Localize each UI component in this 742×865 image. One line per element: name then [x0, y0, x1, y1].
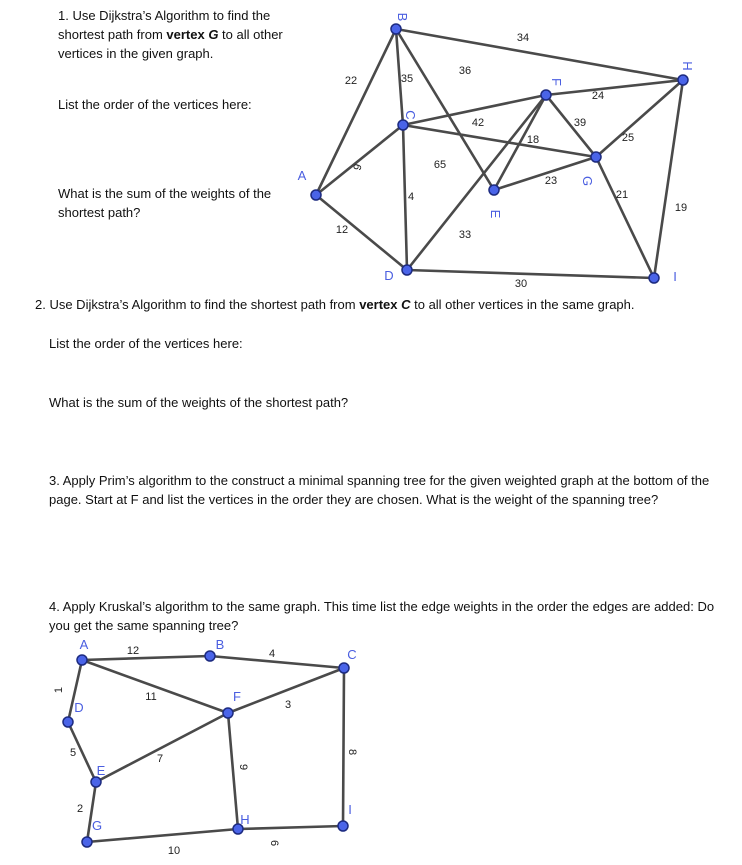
graph1-group — [298, 13, 695, 290]
graph2-vertex-F — [223, 708, 233, 718]
graph2-weight-E-F: 7 — [156, 753, 164, 765]
graph1-weight-C-D: 4 — [407, 191, 415, 203]
graph1-weight-G-H: 25 — [621, 132, 635, 144]
graph1-weight-F-G: 39 — [573, 117, 587, 129]
graph2-weight-A-D: 1 — [53, 686, 65, 694]
graph1-weight-A-C: 9 — [351, 162, 365, 172]
graph1-vertex-label-F: F — [549, 78, 564, 86]
graph1-weight-D-F: 33 — [458, 229, 472, 241]
graph2-vertex-E — [91, 777, 101, 787]
graph2-edge-E-G — [87, 782, 96, 842]
question-1-list-prompt: List the order of the vertices here: — [58, 97, 252, 112]
graph2-edge-A-F — [82, 660, 228, 713]
q1-bold-italic: G — [208, 27, 219, 42]
graph2-group — [53, 637, 358, 857]
graph1-weight-G-I: 21 — [615, 189, 629, 201]
graph1-vertex-E — [489, 185, 499, 195]
graph2-edge-H-I — [238, 826, 343, 829]
graph1-edge-F-H — [546, 80, 683, 95]
graph1-vertex-label-H: H — [680, 61, 695, 71]
graph2-vertex-label-H: H — [240, 812, 250, 827]
graph1-weight-E-G: 23 — [544, 175, 558, 187]
graph2-weight-G-H: 10 — [167, 845, 181, 857]
graph2-vertex-label-B: B — [215, 637, 225, 652]
question-1-sum-prompt: What is the sum of the weights of the shortest path? — [58, 186, 272, 220]
graph1-edge-B-H — [396, 29, 683, 80]
graph1-weight-C-G: 65 — [433, 159, 447, 171]
graph2-weight-B-C: 4 — [268, 648, 276, 660]
question-2-list-prompt: List the order of the vertices here: — [49, 336, 243, 351]
graph2-weight-F-H: 9 — [237, 763, 249, 771]
graph2-vertex-label-G: G — [91, 818, 103, 833]
graph1-vertex-label-G: G — [580, 175, 595, 187]
graph1-weight-B-C: 35 — [400, 73, 414, 85]
graph2-vertex-label-A: A — [79, 637, 89, 652]
graph1-edge-D-I — [407, 270, 654, 278]
q2-suffix: to all other vertices in the same graph. — [410, 297, 635, 312]
graph1-edge-H-I — [654, 80, 683, 278]
graph2-vertex-B — [205, 651, 215, 661]
graph1-weight-D-I: 30 — [514, 278, 528, 290]
graph1-weight-B-E: 36 — [458, 65, 472, 77]
graph2-edge-C-I — [343, 668, 344, 826]
graph2-edge-F-H — [228, 713, 238, 829]
graph1-vertex-label-E: E — [488, 209, 503, 219]
graph1-vertex-label-A: A — [297, 168, 307, 183]
graph1-weight-B-H: 34 — [516, 32, 530, 44]
q1-prefix: 1. Use Dijkstra’s Algorithm to find the shortest path from — [58, 8, 271, 42]
graph2-vertex-I — [338, 821, 348, 831]
graph1-vertex-label-D: D — [384, 268, 394, 283]
graph1-edge-A-C — [316, 125, 403, 195]
graph2-weight-A-B: 12 — [126, 645, 140, 657]
graph1-vertex-I — [649, 273, 659, 283]
graph2-vertex-label-C: C — [347, 647, 357, 662]
q2-bold-italic: C — [401, 297, 411, 312]
graph1-edge-G-I — [596, 157, 654, 278]
q1-suffix: to all other vertices in the given graph. — [58, 27, 283, 61]
graph2-weight-E-G: 2 — [76, 803, 84, 815]
graph1-edge-F-G — [546, 95, 596, 157]
graph1-vertex-D — [402, 265, 412, 275]
graph2-weight-D-E: 5 — [69, 747, 77, 759]
graph2-edge-B-C — [210, 656, 344, 668]
graph2-weight-C-I: 8 — [346, 748, 358, 756]
graph1-vertex-A — [311, 190, 321, 200]
graph1-vertex-C — [398, 120, 408, 130]
graph1-vertex-G — [591, 152, 601, 162]
graph1-vertex-B — [391, 24, 401, 34]
graph1-weight-E-F: 18 — [526, 134, 540, 146]
question-2-sum-prompt: What is the sum of the weights of the shortest path? — [49, 395, 349, 410]
q1-bold: vertex — [166, 27, 209, 42]
graph2-vertex-C — [339, 663, 349, 673]
graph2-edge-A-B — [82, 656, 210, 660]
graph2-weight-C-F: 3 — [284, 699, 292, 711]
graph2-vertex-label-D: D — [74, 700, 84, 715]
graph2-edge-E-F — [96, 713, 228, 782]
graph1-edge-C-D — [403, 125, 407, 270]
graph2-vertex-label-I: I — [348, 802, 352, 817]
graph1-vertex-label-I: I — [673, 269, 677, 284]
graph1-weight-H-I: 19 — [674, 202, 688, 214]
graph2-vertex-A — [77, 655, 87, 665]
graph2-vertex-label-F: F — [233, 689, 241, 704]
graph2-vertex-D — [63, 717, 73, 727]
graph1-edge-A-D — [316, 195, 407, 270]
graph1-vertex-label-C: C — [403, 110, 418, 120]
graph1-vertex-H — [678, 75, 688, 85]
graph1-weight-C-F: 42 — [471, 117, 485, 129]
graph1-weight-F-H: 24 — [591, 90, 605, 102]
q2-prefix: 2. Use Dijkstra’s Algorithm to find the shortest path from — [35, 297, 360, 312]
graph2-vertex-label-E: E — [96, 763, 106, 778]
graph1-vertex-F — [541, 90, 551, 100]
graph2-edge-G-H — [87, 829, 238, 842]
graph1-weight-A-B: 22 — [344, 75, 358, 87]
graph2-vertex-G — [82, 837, 92, 847]
graph1-edge-G-H — [596, 80, 683, 157]
graph1-weight-A-D: 12 — [335, 224, 349, 236]
q2-bold: vertex — [359, 297, 402, 312]
graph2-weight-A-F: 11 — [145, 691, 157, 703]
question-4-text: 4. Apply Kruskal’s algorithm to the same graph. This time list the edge weights in the order the edges are added: Do you get the same spanning tree? — [49, 599, 715, 633]
graph1-vertex-label-B: B — [395, 12, 410, 22]
graph2-weight-H-I: 6 — [268, 839, 280, 847]
question-3-text: 3. Apply Prim’s algorithm to the construct a minimal spanning tree for the given weighted graph at the bottom of the page. Start at F and list the vertices in the order they are chosen. What is the weight of the spanning tree? — [49, 473, 710, 507]
